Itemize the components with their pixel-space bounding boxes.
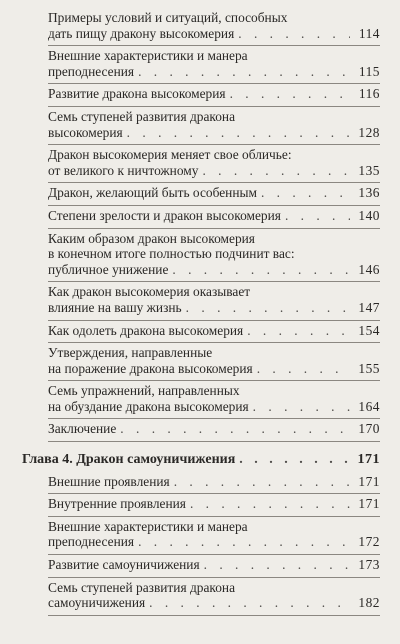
toc-entry-text: на поражение дракона высокомерия bbox=[48, 360, 253, 376]
toc-entry-text: дать пищу дракону высокомерия bbox=[48, 25, 235, 41]
toc-entry bbox=[22, 421, 380, 442]
toc-line bbox=[48, 595, 380, 611]
toc-entry bbox=[22, 147, 380, 183]
dot-leader bbox=[127, 125, 350, 141]
toc-page-number: 170 bbox=[358, 421, 380, 437]
toc-entry-text: Степени зрелости и дракон высокомерия bbox=[48, 207, 281, 223]
toc-line bbox=[48, 10, 380, 26]
toc-line bbox=[48, 323, 380, 339]
toc-entry-text: на обуздание дракона высокомерия bbox=[48, 398, 249, 414]
toc-entry-text: Как одолеть дракона высокомерия bbox=[48, 322, 244, 338]
toc-page-number: 147 bbox=[358, 299, 380, 315]
dot-leader bbox=[120, 421, 350, 437]
dot-leader bbox=[138, 64, 350, 80]
dot-leader bbox=[239, 452, 350, 468]
toc-entry-text: Семь ступеней развития дракона bbox=[48, 579, 236, 595]
toc-page-number: 136 bbox=[358, 185, 380, 201]
toc-line bbox=[48, 383, 380, 399]
toc-line bbox=[48, 147, 380, 163]
toc-entry-text: Развитие самоуничижения bbox=[48, 557, 200, 573]
toc-line bbox=[48, 26, 380, 42]
dot-leader bbox=[257, 361, 350, 377]
toc-entry-text: Внутренние проявления bbox=[48, 496, 186, 512]
toc-entry-text: публичное унижение bbox=[48, 261, 169, 277]
toc-entry-text: Как дракон высокомерия оказывает bbox=[48, 284, 251, 300]
toc-line bbox=[48, 231, 380, 247]
toc-page-number: 182 bbox=[358, 595, 380, 611]
toc-entry bbox=[22, 86, 380, 107]
toc-entry-text: от великого к ничтожному bbox=[48, 162, 199, 178]
toc-page-number: 164 bbox=[358, 398, 380, 414]
toc-line bbox=[48, 48, 380, 64]
table-of-contents bbox=[22, 10, 380, 618]
toc-line bbox=[48, 519, 380, 535]
dot-leader bbox=[190, 496, 350, 512]
toc-entry-text: Внешние характеристики и манера bbox=[48, 48, 248, 64]
toc-page-number: 155 bbox=[358, 360, 380, 376]
toc-entry-text: в конечном итоге полностью подчинит вас: bbox=[48, 246, 295, 262]
toc-entry-text: Внешние характеристики и манера bbox=[48, 518, 248, 534]
toc-entry bbox=[22, 383, 380, 419]
toc-entry-text: Утверждения, направленные bbox=[48, 345, 213, 361]
toc-section-after bbox=[22, 474, 380, 616]
toc-page-number: 146 bbox=[358, 261, 380, 277]
dot-leader bbox=[174, 474, 350, 490]
toc-line bbox=[48, 474, 380, 490]
toc-entry-text: Семь упражнений, направленных bbox=[48, 383, 240, 399]
dot-leader bbox=[253, 399, 350, 415]
toc-page-number: 154 bbox=[358, 322, 380, 338]
toc-entry bbox=[22, 519, 380, 555]
toc-entry-text: Дракон, желающий быть особенным bbox=[48, 185, 257, 201]
toc-page-number: 116 bbox=[358, 86, 380, 102]
dot-leader bbox=[247, 323, 350, 339]
toc-line bbox=[48, 284, 380, 300]
toc-line bbox=[48, 399, 380, 415]
dot-leader bbox=[149, 595, 350, 611]
toc-section-before bbox=[22, 10, 380, 442]
toc-entry-text: преподнесения bbox=[48, 63, 135, 79]
toc-entry-text: Развитие дракона высокомерия bbox=[48, 86, 226, 102]
toc-page-number: 135 bbox=[358, 162, 380, 178]
toc-entry-text: самоуничижения bbox=[48, 595, 146, 611]
toc-entry bbox=[22, 284, 380, 320]
toc-page-number: 140 bbox=[358, 207, 380, 223]
toc-line bbox=[22, 452, 380, 468]
toc-entry-text: Внешние проявления bbox=[48, 473, 170, 489]
toc-entry bbox=[22, 580, 380, 616]
toc-entry bbox=[22, 48, 380, 84]
dot-leader bbox=[261, 185, 350, 201]
toc-line bbox=[48, 64, 380, 80]
toc-line bbox=[48, 361, 380, 377]
toc-entry bbox=[22, 109, 380, 145]
dot-leader bbox=[230, 86, 350, 102]
toc-entry bbox=[22, 557, 380, 578]
toc-entry bbox=[22, 185, 380, 206]
toc-entry-text: влияние на вашу жизнь bbox=[48, 299, 182, 315]
toc-page-number: 115 bbox=[358, 63, 380, 79]
toc-entry-text: Дракон высокомерия меняет свое обличье: bbox=[48, 147, 292, 163]
toc-line bbox=[48, 557, 380, 573]
dot-leader bbox=[285, 208, 350, 224]
dot-leader bbox=[204, 557, 350, 573]
toc-line bbox=[48, 125, 380, 141]
toc-entry bbox=[22, 474, 380, 495]
chapter-title: Глава 4. Дракон самоуничижения bbox=[22, 452, 236, 468]
toc-line bbox=[48, 185, 380, 201]
toc-entry-text: Заключение bbox=[48, 421, 117, 437]
toc-entry-text: высокомерия bbox=[48, 124, 123, 140]
toc-entry-text: Каким образом дракон высокомерия bbox=[48, 230, 255, 246]
dot-leader bbox=[202, 163, 350, 179]
toc-line bbox=[48, 421, 380, 437]
toc-entry bbox=[22, 323, 380, 344]
toc-line bbox=[48, 580, 380, 596]
dot-leader bbox=[138, 534, 350, 550]
toc-entry-text: Примеры условий и ситуаций, способных bbox=[48, 10, 288, 25]
toc-line bbox=[48, 86, 380, 102]
toc-entry bbox=[22, 231, 380, 283]
toc-line bbox=[48, 208, 380, 224]
toc-page-number: 172 bbox=[358, 534, 380, 550]
toc-entry-text: Семь ступеней развития дракона bbox=[48, 108, 236, 124]
dot-leader bbox=[172, 262, 350, 278]
toc-line bbox=[48, 496, 380, 512]
toc-entry bbox=[22, 345, 380, 381]
chapter-page-number: 171 bbox=[357, 452, 380, 468]
toc-page-number: 128 bbox=[358, 124, 380, 140]
toc-page-number: 114 bbox=[358, 25, 380, 41]
toc-line bbox=[48, 534, 380, 550]
dot-leader bbox=[238, 26, 350, 42]
toc-line bbox=[48, 345, 380, 361]
toc-page-number: 171 bbox=[358, 496, 380, 512]
toc-entry bbox=[22, 208, 380, 229]
toc-line bbox=[48, 109, 380, 125]
toc-line bbox=[48, 262, 380, 278]
toc-line bbox=[48, 163, 380, 179]
toc-entry bbox=[22, 496, 380, 517]
toc-page-number: 173 bbox=[358, 557, 380, 573]
toc-entry-text: преподнесения bbox=[48, 534, 135, 550]
toc-line bbox=[48, 300, 380, 316]
dot-leader bbox=[186, 300, 350, 316]
toc-entry bbox=[22, 10, 380, 46]
toc-line bbox=[48, 246, 380, 262]
toc-chapter-heading bbox=[22, 452, 380, 468]
toc-page-number: 171 bbox=[358, 473, 380, 489]
